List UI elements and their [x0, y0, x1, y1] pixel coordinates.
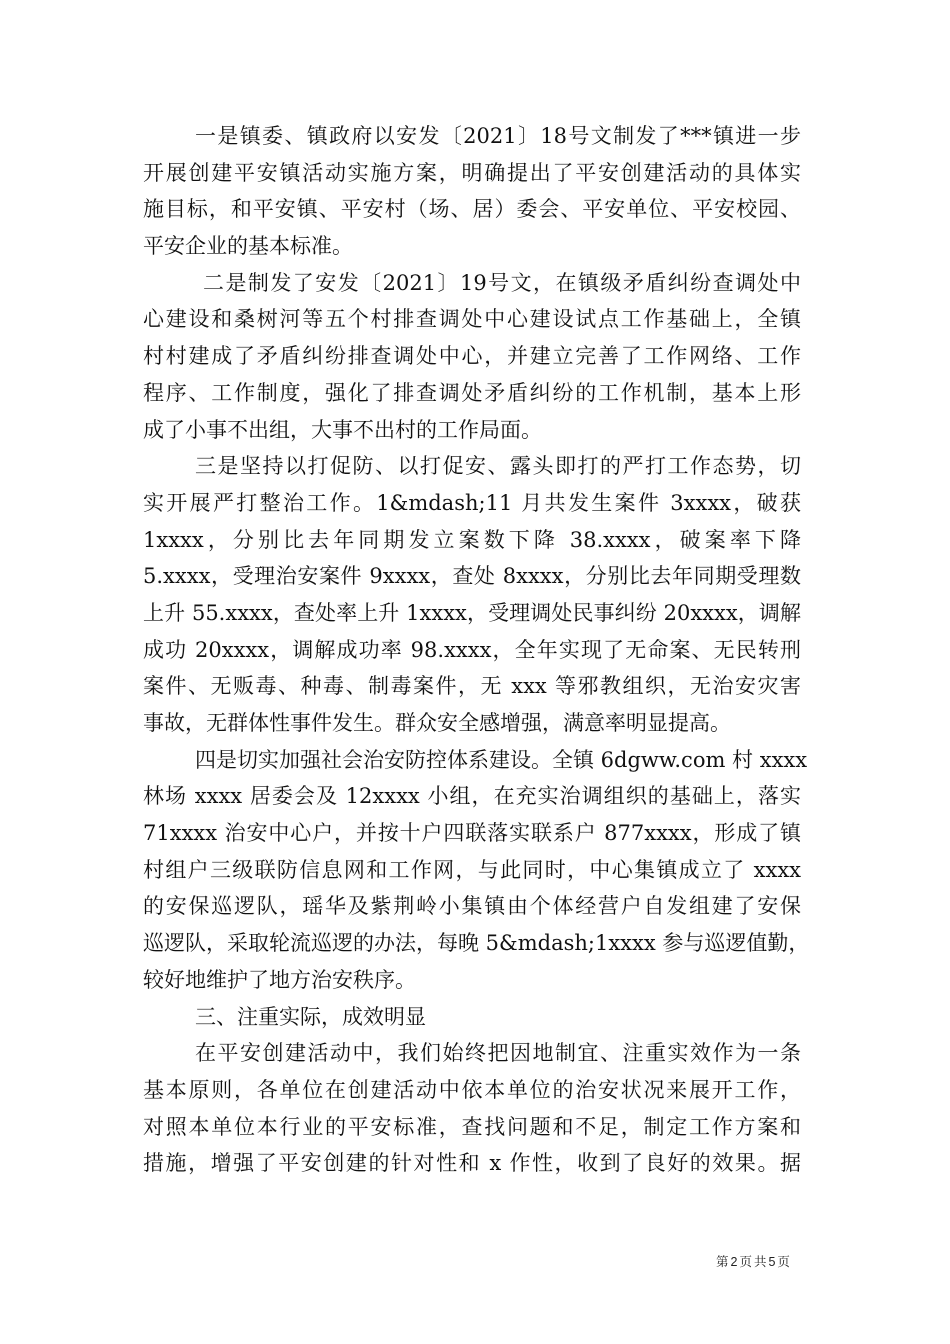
text-line: 措施，增强了平安创建的针对性和 x 作性，收到了良好的效果。据 — [143, 1151, 801, 1176]
text-line: 事故，无群体性事件发生。群众安全感增强，满意率明显提高。 — [143, 711, 731, 735]
text-line: 一是镇委、镇政府以安发〔2021〕18号文制发了***镇进一步 — [195, 124, 801, 148]
paragraph-3 — [143, 448, 801, 742]
paragraph-4 — [143, 742, 810, 999]
text-line: 二是制发了安发〔2021〕19号文，在镇级矛盾纠纷查调处中 — [203, 270, 801, 295]
text-line: 三、注重实际，成效明显 — [195, 1004, 426, 1029]
text-line: 施目标，和平安镇、平安村（场、居）委会、平安单位、平安校园、 — [143, 197, 801, 222]
text-line: 成功 20xxxx，调解成功率 98.xxxx，全年实现了无命案、无民转刑 — [143, 637, 801, 662]
document-body — [143, 118, 810, 1182]
page-number: 第2页共5页 — [716, 1255, 792, 1269]
text-line: 村村建成了矛盾纠纷排查调处中心，并建立完善了工作网络、工作 — [143, 344, 801, 369]
text-line: 四是切实加强社会治安防控体系建设。全镇 6dgww.com 村 xxxx — [195, 747, 808, 772]
paragraph-5 — [143, 1035, 801, 1182]
text-line: 巡逻队，采取轮流巡逻的办法，每晚 5&mdash;1xxxx 参与巡逻值勤， — [143, 931, 810, 956]
text-line: 程序、工作制度，强化了排查调处矛盾纠纷的工作机制，基本上形 — [143, 380, 801, 405]
section-heading — [143, 999, 801, 1036]
text-line: 对照本单位本行业的平安标准，查找问题和不足，制定工作方案和 — [143, 1114, 801, 1139]
text-line: 5.xxxx，受理治安案件 9xxxx，查处 8xxxx，分别比去年同期受理数 — [143, 564, 801, 589]
text-line: 心建设和桑树河等五个村排查调处中心建设试点工作基础上，全镇 — [143, 307, 801, 332]
text-line: 实开展严打整治工作。1&mdash;11 月共发生案件 3xxxx，破获 — [143, 490, 801, 515]
text-line: 的安保巡逻队，瑶华及紫荆岭小集镇由个体经营户自发组建了安保 — [143, 894, 801, 919]
text-line: 成了小事不出组，大事不出村的工作局面。 — [143, 417, 542, 442]
text-line: 上升 55.xxxx，查处率上升 1xxxx，受理调处民事纠纷 20xxxx，调解 — [143, 600, 801, 625]
text-line: 三是坚持以打促防、以打促安、露头即打的严打工作态势，切 — [195, 454, 801, 479]
paragraph-1 — [143, 118, 801, 265]
text-line: 平安企业的基本标准。 — [143, 234, 353, 259]
text-line: 较好地维护了地方治安秩序。 — [143, 967, 416, 992]
text-line: 案件、无贩毒、种毒、制毒案件，无 xxx 等邪教组织，无治安灾害 — [143, 674, 801, 699]
text-line: 开展创建平安镇活动实施方案，明确提出了平安创建活动的具体实 — [143, 160, 801, 185]
text-line: 林场 xxxx 居委会及 12xxxx 小组，在充实治调组织的基础上，落实 — [143, 784, 801, 809]
text-line: 1xxxx，分别比去年同期发立案数下降 38.xxxx，破案率下降 — [143, 527, 801, 552]
text-line: 村组户三级联防信息网和工作网，与此同时，中心集镇成立了 xxxx — [143, 857, 801, 882]
text-line: 基本原则，各单位在创建活动中依本单位的治安状况来展开工作， — [143, 1077, 801, 1102]
paragraph-2 — [143, 265, 801, 448]
text-line: 71xxxx 治安中心户，并按十户四联落实联系户 877xxxx，形成了镇 — [143, 821, 801, 846]
text-line: 在平安创建活动中，我们始终把因地制宜、注重实效作为一条 — [195, 1041, 801, 1066]
